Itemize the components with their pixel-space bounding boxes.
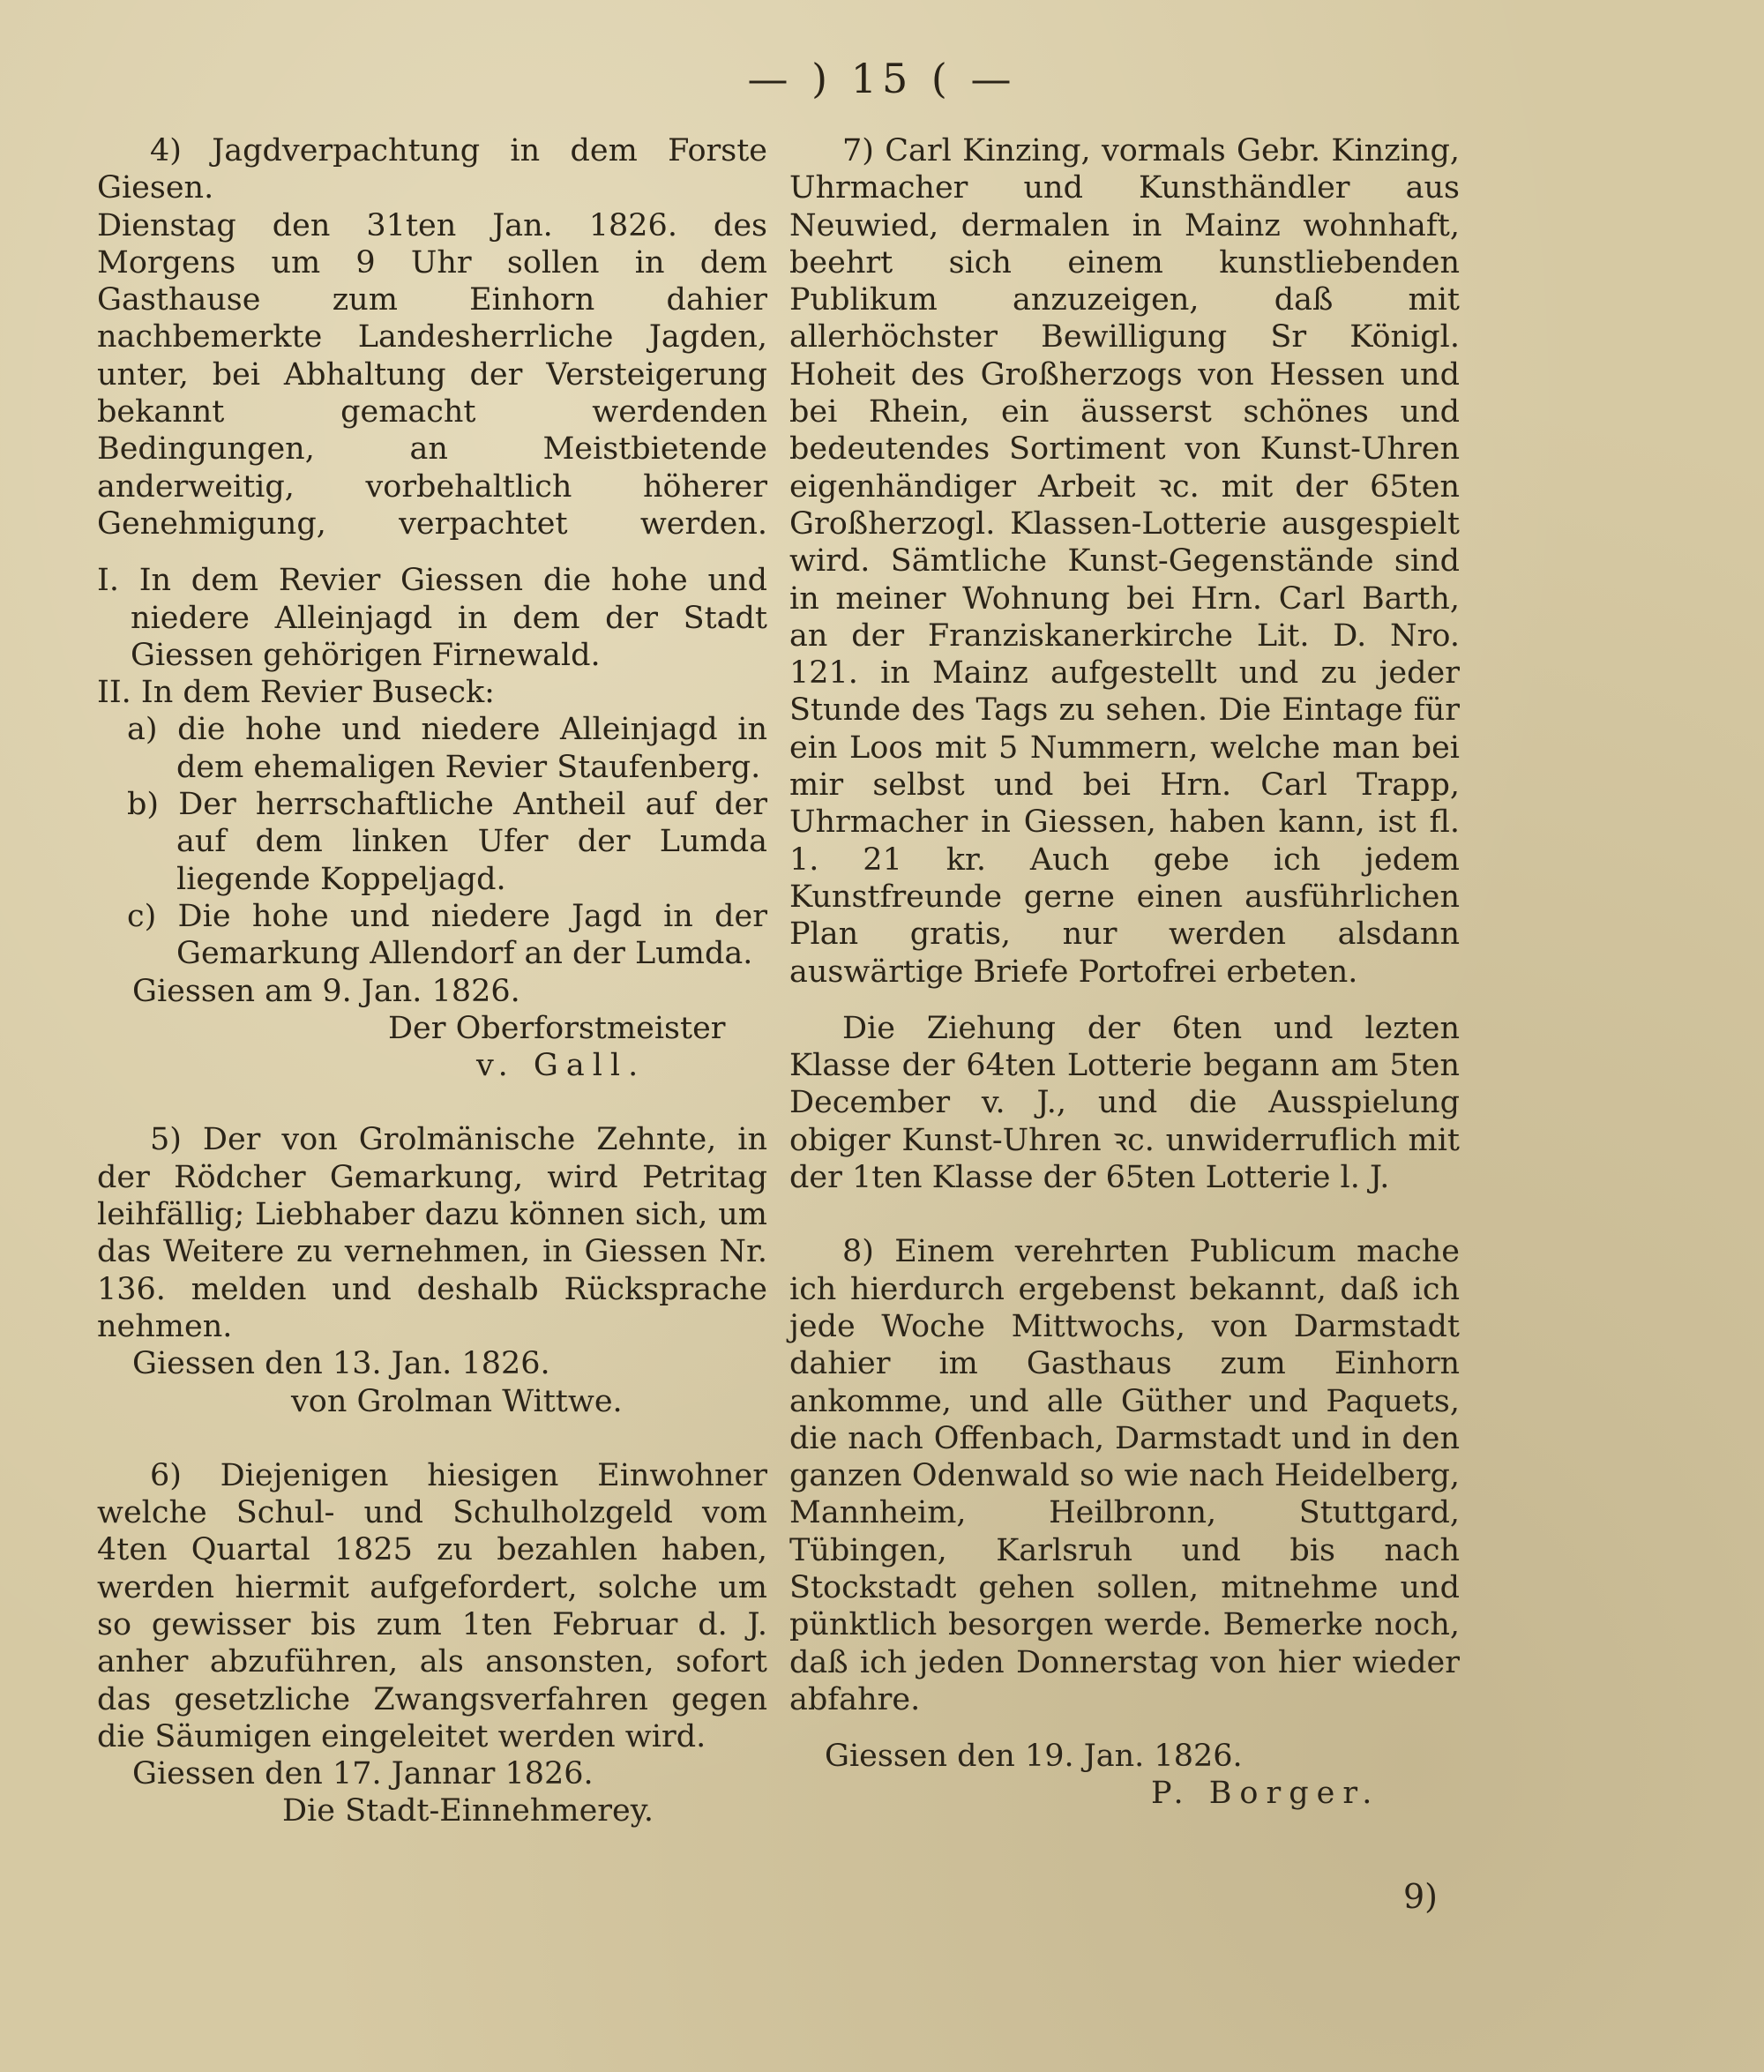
left-column	[97, 132, 767, 1830]
notice-5-signature: von Grolman Wittwe.	[291, 1383, 623, 1419]
notice-4-item-1: I. In dem Revier Giessen die hohe und niedere Alleinjagd in dem der Stadt Giessen gehörigen Firnewald.	[97, 563, 767, 673]
notice-4-item-2: II. In dem Revier Buseck:	[97, 675, 495, 711]
notice-8-text: 8) Einem verehrten Publicum mache ich hierdurch ergebenst bekannt, daß ich jede Woche Mittwochs, von Darmstadt dahier im Gasthaus zum Einhorn ankomme, und alle Güther und Paquets, die nach Offenbach, Darmstadt und in den ganzen Odenwald so wie nach Heidelberg, Mannheim, Heilbronn, Stuttgard, Tübingen, Karlsruh und bis nach Stockstadt gehen sollen, mitnehme und pünktlich besorgen werde. Bemerke noch, daß ich jeden Donnerstag von hier wieder abfahre.	[789, 1234, 1460, 1717]
notice-4-text: Dienstag den 31ten Jan. 1826. des Morgens um 9 Uhr sollen in dem Gasthause zum Einhorn dahier nachbemerkte Landesherrliche Jagden, unter, bei Abhaltung der Versteigerung bekannt gemacht werdenden Bedingungen, an Meistbietende anderweitig, vorbehaltlich höherer Genehmigung, verpachtet werden.	[97, 207, 767, 542]
notice-5-text: 5) Der von Grolmänische Zehnte, in der Rödcher Gemarkung, wird Petritag leihfällig; Liebhaber dazu können sich, um das Weitere zu vernehmen, in Giessen Nr. 136. melden und deshalb Rücksprache nehmen.	[97, 1122, 767, 1344]
notice-7-text-2: Die Ziehung der 6ten und lezten Klasse der 64ten Lotterie begann am 5ten December v. J., und die Ausspielung obiger Kunst-Uhren ꝛc. unwiderruflich mit der 1ten Klasse der 65ten Lotterie l. J.	[789, 1010, 1460, 1196]
notice-6-signature: Die Stadt-Einnehmerey.	[282, 1793, 654, 1829]
notice-4-item-c: c) Die hohe und niedere Jagd in der Gemarkung Allendorf an der Lumda.	[127, 898, 767, 972]
notice-4-item-b: b) Der herrschaftliche Antheil auf der auf dem linken Ufer der Lumda liegende Koppeljagd.	[127, 787, 767, 897]
right-column	[789, 132, 1460, 1813]
notice-6-text: 6) Diejenigen hiesigen Einwohner welche Schul- und Schulholzgeld vom 4ten Quartal 1825 zu bezahlen haben, werden hiermit aufgefordert, solche um so gewisser bis zum 1ten Februar d. J. anher abzuführen, als ansonsten, sofort das gesetzliche Zwangsverfahren gegen die Säumigen eingeleitet werden wird.	[97, 1457, 767, 1754]
notice-4-title: 4) Jagdverpachtung in dem Forste Giesen.	[97, 133, 767, 206]
notice-7-text: 7) Carl Kinzing, vormals Gebr. Kinzing, Uhrmacher und Kunsthändler aus Neuwied, dermalen in Mainz wohnhaft, beehrt sich einem kunstliebenden Publikum anzuzeigen, daß mit allerhöchster Bewilligung Sr Königl. Hoheit des Großherzogs von Hessen und bei Rhein, ein äusserst schönes und bedeutendes Sortiment von Kunst-Uhren eigenhändiger Arbeit ꝛc. mit der 65ten Großherzogl. Klassen-Lotterie ausgespielt wird. Sämtliche Kunst-Gegenstände sind in meiner Wohnung bei Hrn. Carl Barth, an der Franziskanerkirche Lit. D. Nro. 121. in Mainz aufgestellt und zu jeder Stunde des Tags zu sehen. Die Eintage für ein Loos mit 5 Nummern, welche man bei mir selbst und bei Hrn. Carl Trapp, Uhrmacher in Giessen, haben kann, ist fl. 1. 21 kr. Auch gebe ich jedem Kunstfreunde gerne einen ausführlichen Plan gratis, nur werden alsdann auswärtige Briefe Portofrei erbeten.	[789, 133, 1460, 990]
notice-6-date: Giessen den 17. Jannar 1826.	[132, 1756, 594, 1792]
notice-4-signature: v. Gall.	[476, 1048, 647, 1084]
notice-8-date: Giessen den 19. Jan. 1826.	[825, 1739, 1243, 1775]
notice-4-item-a: a) die hohe und niedere Alleinjagd in dem ehemaligen Revier Staufenberg.	[127, 712, 767, 785]
catchword: 9)	[1402, 1877, 1438, 1916]
page-number: — ) 15 ( —	[747, 55, 1017, 102]
notice-5-date: Giessen den 13. Jan. 1826.	[132, 1346, 550, 1382]
notice-4-date: Giessen am 9. Jan. 1826.	[132, 973, 520, 1009]
notice-4-signature-title: Der Oberforstmeister	[388, 1010, 726, 1046]
notice-8-signature: P. Borger.	[1151, 1776, 1380, 1812]
